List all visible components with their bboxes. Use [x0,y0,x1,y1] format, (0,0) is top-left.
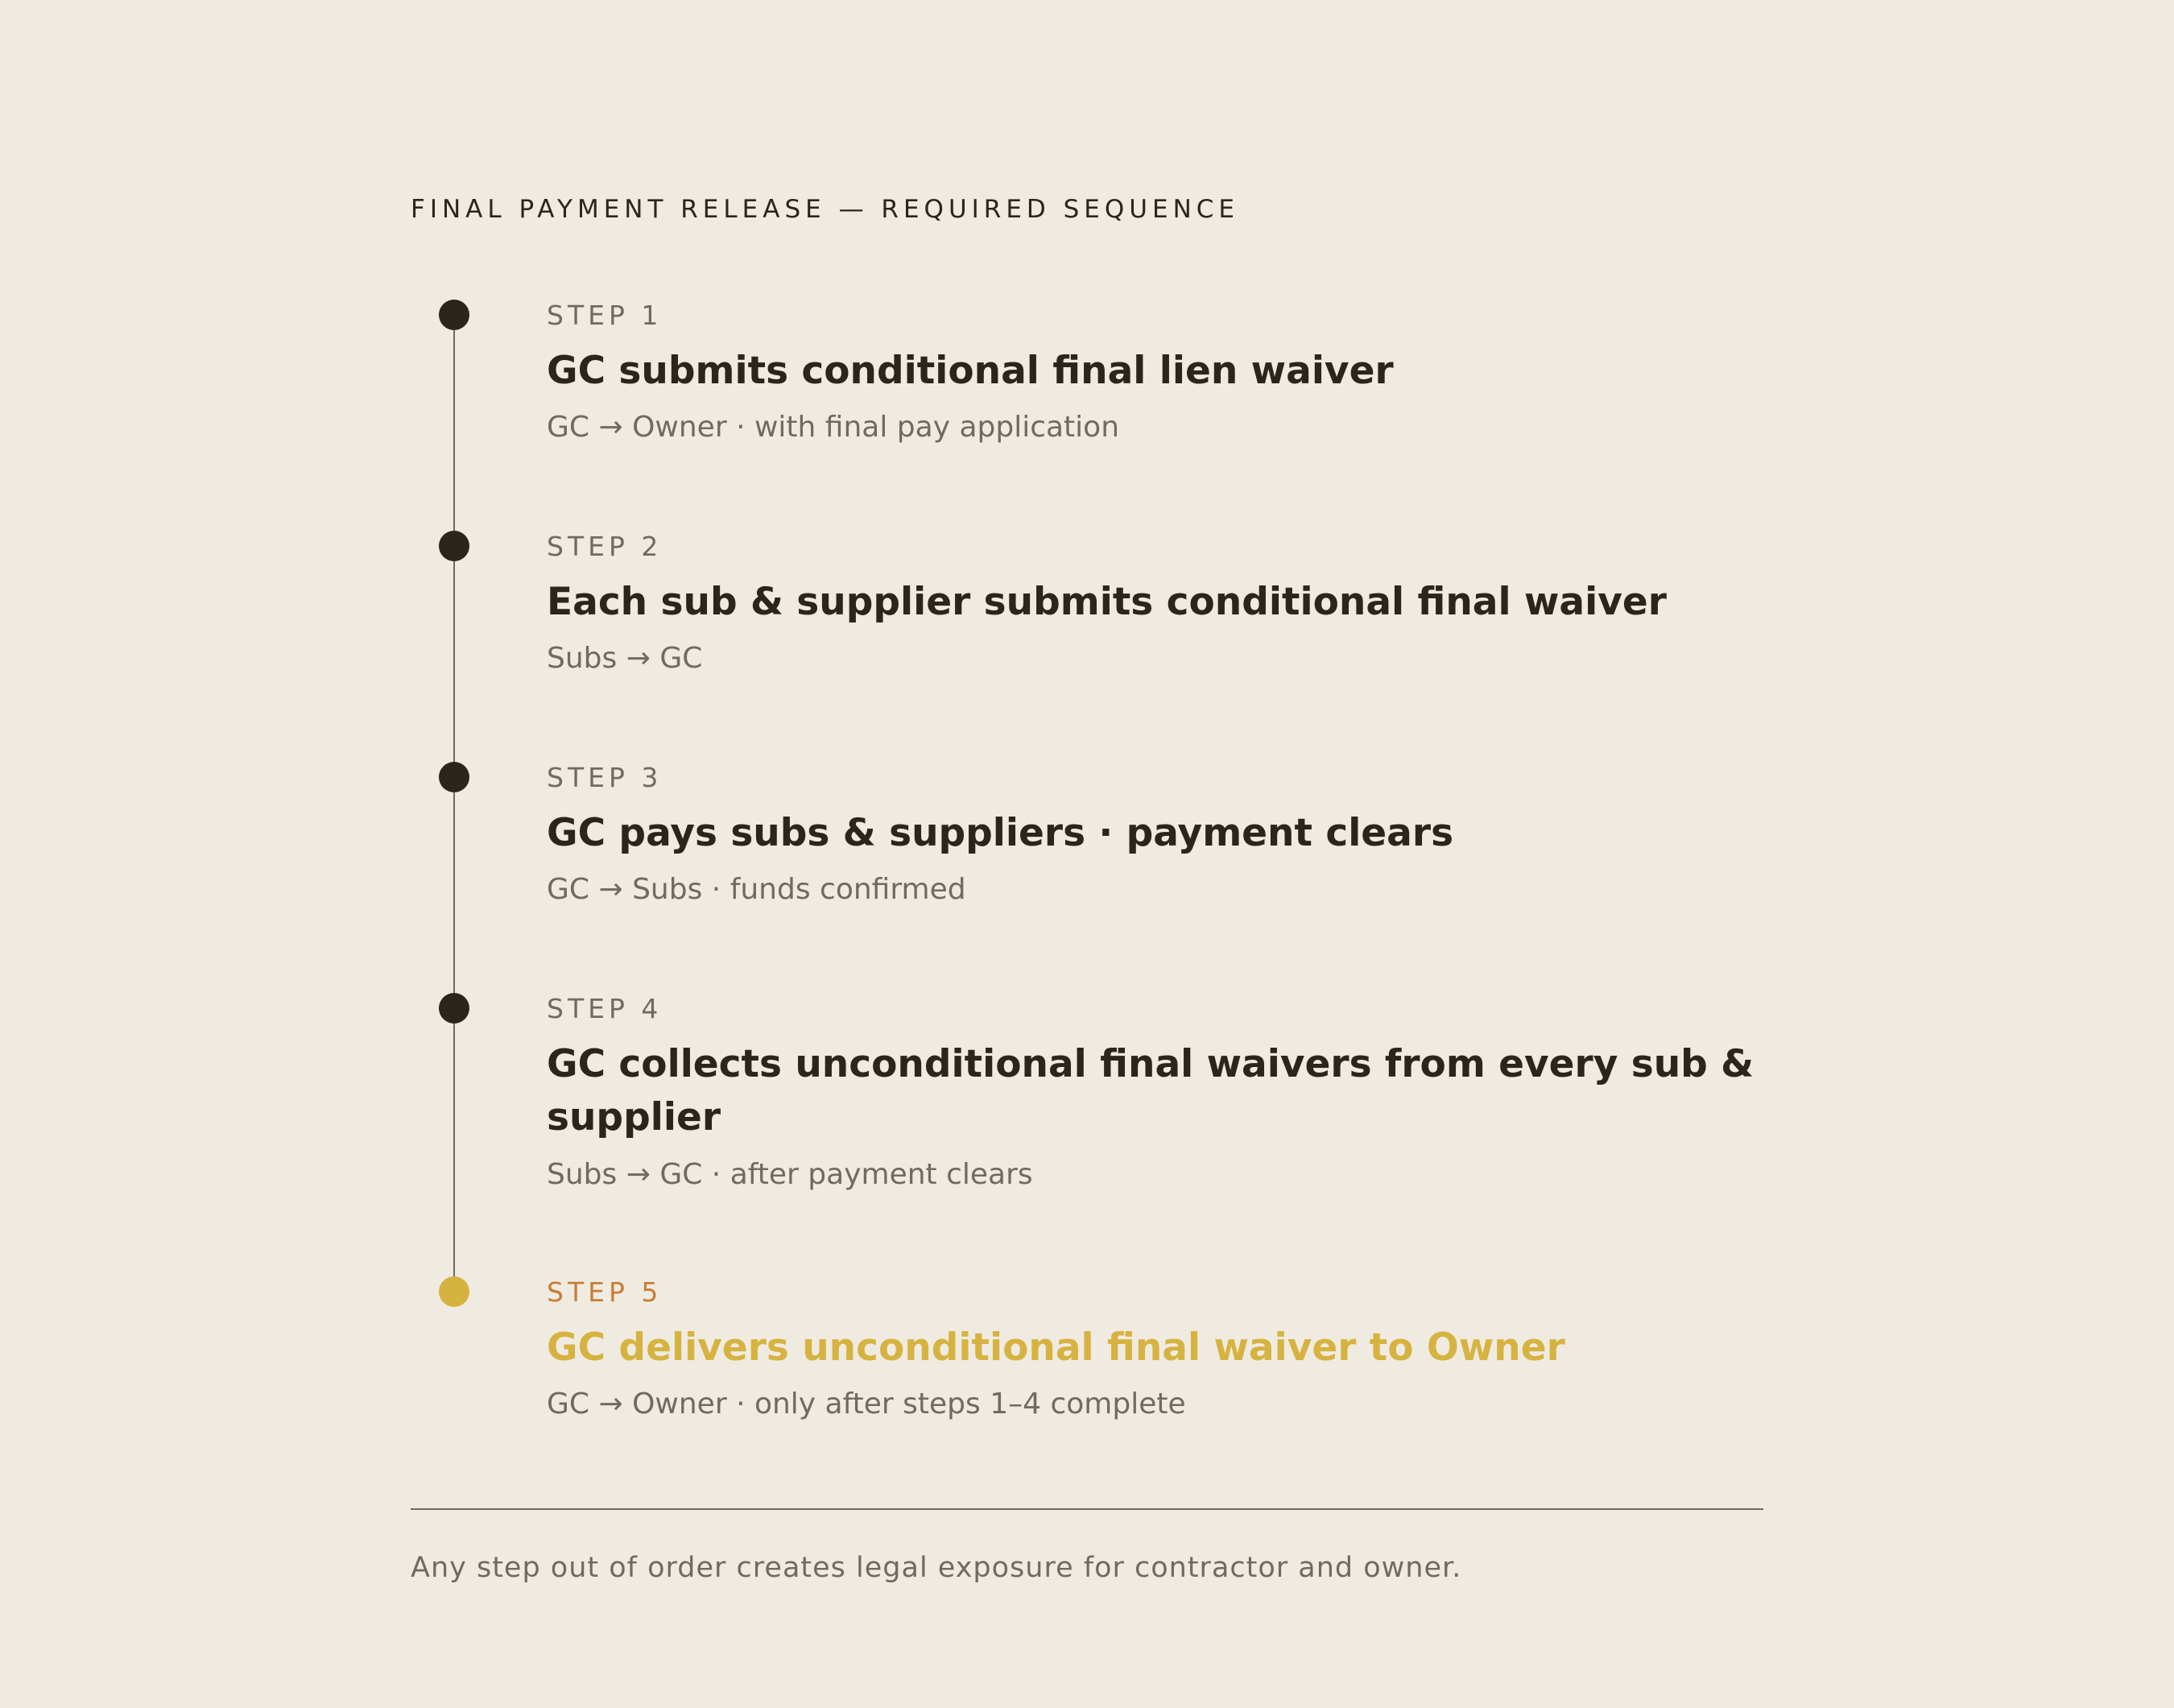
step-1-title: GC submits conditional final lien waiver [547,349,1394,393]
step-1-detail: GC → Owner · with final pay application [547,411,1120,444]
footer-divider [411,1508,1763,1510]
step-2-label: STEP 2 [547,531,663,562]
step-2-marker [439,531,469,561]
step-4-marker [439,993,469,1024]
step-2-detail: Subs → GC [547,642,703,675]
step-3-detail: GC → Subs · funds confirmed [547,873,966,906]
step-5-marker [439,1276,469,1307]
timeline-rail [453,316,455,1292]
step-4-label: STEP 4 [547,993,663,1024]
step-5-detail: GC → Owner · only after steps 1–4 complete [547,1387,1186,1421]
step-5-title: GC delivers unconditional final waiver to Owner [547,1325,1565,1370]
step-2-title: Each sub & supplier submits conditional final waiver [547,580,1667,624]
step-1-marker [439,300,469,330]
sequence-timeline [411,0,1763,1708]
diagram-heading: FINAL PAYMENT RELEASE — REQUIRED SEQUENCE [411,195,1239,224]
step-4-title: GC collects unconditional final waivers from every sub & supplier [547,1042,1754,1139]
step-5-label: STEP 5 [547,1276,663,1308]
step-3-label: STEP 3 [547,762,663,793]
step-1-label: STEP 1 [547,300,663,331]
step-4-detail: Subs → GC · after payment clears [547,1158,1033,1191]
footnote: Any step out of order creates legal exposure for contractor and owner. [411,1552,1462,1584]
step-3-marker [439,762,469,792]
step-3-title: GC pays subs & suppliers · payment clears [547,811,1454,855]
